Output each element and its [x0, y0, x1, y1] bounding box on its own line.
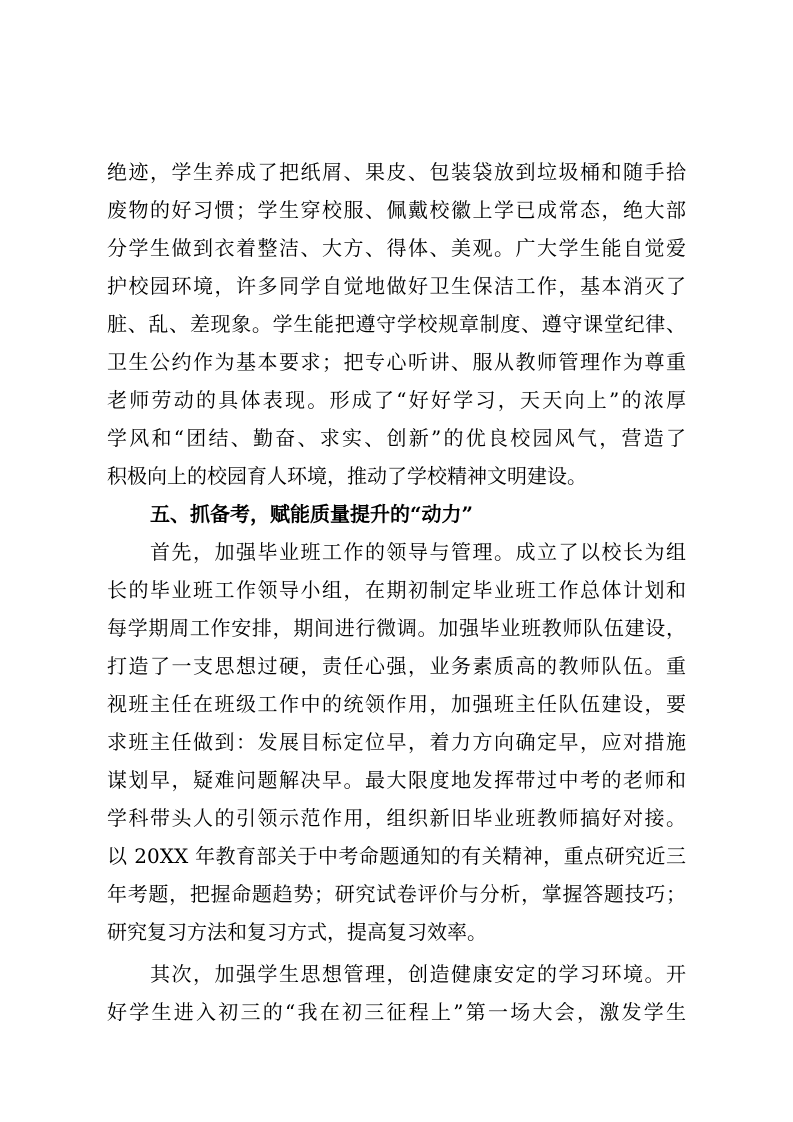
body-text-line: 其次，加强学生思想管理，创造健康安定的学习环境。开 — [150, 962, 686, 986]
body-text-line: 首先，加强毕业班工作的领导与管理。成立了以校长为组 — [150, 540, 686, 564]
body-text-line: 学风和“团结、勤奋、求实、创新”的优良校园风气，营造了 — [107, 426, 686, 450]
body-text-line: 长的毕业班工作领导小组，在期初制定毕业班工作总体计划和 — [107, 578, 686, 602]
paragraph-first — [107, 533, 686, 951]
body-text-line: 脏、乱、差现象。学生能把遵守学校规章制度、遵守课堂纪律、 — [107, 312, 686, 336]
section-heading: 五、抓备考，赋能质量提升的“动力” — [150, 502, 474, 526]
body-text-line: 以 20XX 年教育部关于中考命题通知的有关精神，重点研究近三 — [107, 844, 686, 868]
body-text-line: 学科带头人的引领示范作用，组织新旧毕业班教师搞好对接。 — [107, 806, 686, 830]
body-text-line: 谋划早，疑难问题解决早。最大限度地发挥带过中考的老师和 — [107, 768, 686, 792]
body-text-line: 积极向上的校园育人环境，推动了学校精神文明建设。 — [107, 464, 587, 488]
body-text-line: 老师劳动的具体表现。形成了“好好学习，天天向上”的浓厚 — [107, 388, 686, 412]
body-text-line: 分学生做到衣着整洁、大方、得体、美观。广大学生能自觉爱 — [107, 236, 686, 260]
body-text-line: 每学期周工作安排，期间进行微调。加强毕业班教师队伍建设， — [107, 616, 686, 640]
body-text-line: 废物的好习惯；学生穿校服、佩戴校徽上学已成常态，绝大部 — [107, 198, 686, 222]
body-text-line: 好学生进入初三的“我在初三征程上”第一场大会，激发学生 — [107, 1000, 686, 1024]
body-text-line: 研究复习方法和复习方式，提高复习效率。 — [107, 920, 487, 944]
body-text-line: 护校园环境，许多同学自觉地做好卫生保洁工作，基本消灭了 — [107, 274, 686, 298]
body-text-line: 求班主任做到：发展目标定位早，着力方向确定早，应对措施 — [107, 730, 686, 754]
body-text-line: 绝迹，学生养成了把纸屑、果皮、包装袋放到垃圾桶和随手拾 — [107, 160, 686, 184]
paragraph-continuation — [107, 153, 686, 495]
document-body — [107, 153, 686, 1031]
body-text-line: 年考题，把握命题趋势；研究试卷评价与分析，掌握答题技巧； — [107, 882, 686, 906]
body-text-line: 视班主任在班级工作中的统领作用，加强班主任队伍建设，要 — [107, 692, 686, 716]
body-text-line: 打造了一支思想过硬，责任心强，业务素质高的教师队伍。重 — [107, 654, 686, 678]
body-text-line: 卫生公约作为基本要求；把专心听讲、服从教师管理作为尊重 — [107, 350, 686, 374]
paragraph-second — [107, 955, 686, 1031]
